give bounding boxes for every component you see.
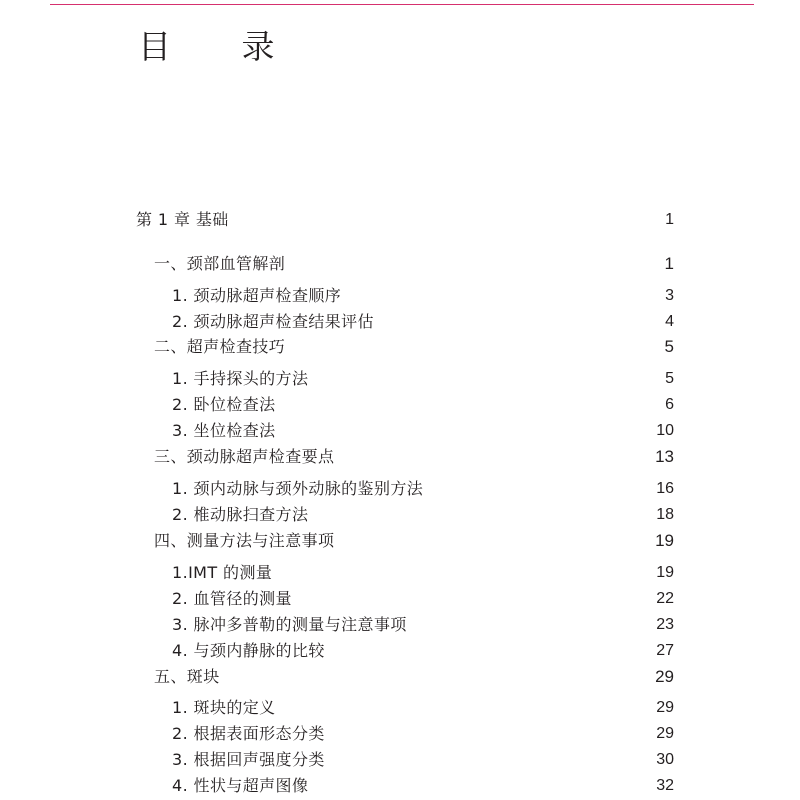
toc-item-entry[interactable]: [0, 503, 800, 527]
toc-entry-label: 4. 与颈内静脉的比较: [172, 641, 325, 660]
toc-entry-label: 3. 坐位检查法: [172, 421, 276, 440]
toc-entry-label: 2. 根据表面形态分类: [172, 724, 325, 743]
toc-entry-label: 2. 颈动脉超声检查结果评估: [172, 312, 374, 331]
toc-item-entry[interactable]: [0, 561, 800, 585]
toc-item-entry[interactable]: [0, 696, 800, 720]
toc-item-entry[interactable]: [0, 722, 800, 746]
toc-chapter-entry[interactable]: [0, 208, 800, 232]
toc-section-entry[interactable]: [0, 445, 800, 469]
toc-entry-label: 五、斑块: [154, 667, 220, 686]
toc-entry-label: 2. 椎动脉扫查方法: [172, 505, 309, 524]
toc-entry-page-number: 10: [656, 422, 674, 439]
toc-item-entry[interactable]: [0, 419, 800, 443]
toc-item-entry[interactable]: [0, 284, 800, 308]
toc-entry-label: 2. 血管径的测量: [172, 589, 292, 608]
toc-item-entry[interactable]: [0, 477, 800, 501]
toc-entry-label: 3. 根据回声强度分类: [172, 750, 325, 769]
toc-entry-page-number: 29: [656, 699, 674, 716]
toc-item-entry[interactable]: [0, 774, 800, 798]
toc-entry-page-number: 19: [656, 564, 674, 581]
toc-entry-page-number: 1: [664, 254, 674, 273]
toc-entry-page-number: 3: [665, 287, 674, 304]
toc-entry-label: 一、颈部血管解剖: [154, 254, 286, 273]
toc-entry-page-number: 18: [656, 506, 674, 523]
toc-item-entry[interactable]: [0, 613, 800, 637]
toc-item-entry[interactable]: [0, 310, 800, 334]
toc-entry-label: 1.IMT 的测量: [172, 563, 273, 582]
toc-entry-page-number: 23: [656, 616, 674, 633]
toc-section-entry[interactable]: [0, 335, 800, 359]
toc-item-entry[interactable]: [0, 587, 800, 611]
toc-entry-page-number: 5: [665, 370, 674, 387]
toc-entry-page-number: 29: [655, 667, 674, 686]
toc-item-entry[interactable]: [0, 367, 800, 391]
toc-section-entry[interactable]: [0, 252, 800, 276]
toc-entry-label: 1. 斑块的定义: [172, 698, 276, 717]
toc-entry-label: 三、颈动脉超声检查要点: [154, 447, 335, 466]
toc-entry-page-number: 19: [655, 531, 674, 550]
toc-entry-label: 1. 颈内动脉与颈外动脉的鉴别方法: [172, 479, 424, 498]
toc-entry-page-number: 29: [656, 725, 674, 742]
toc-entry-page-number: 5: [664, 337, 674, 356]
toc-entry-page-number: 13: [655, 447, 674, 466]
toc-entry-label: 2. 卧位检查法: [172, 395, 276, 414]
toc-entry-page-number: 32: [656, 777, 674, 794]
toc-section-entry[interactable]: [0, 529, 800, 553]
toc-entry-label: 第 1 章 基础: [136, 210, 229, 229]
toc-entry-label: 1. 手持探头的方法: [172, 369, 309, 388]
toc-entry-page-number: 1: [665, 211, 674, 228]
toc-entry-page-number: 22: [656, 590, 674, 607]
toc-entry-page-number: 16: [656, 480, 674, 497]
toc-item-entry[interactable]: [0, 639, 800, 663]
toc-entry-label: 4. 性状与超声图像: [172, 776, 309, 795]
toc-entry-label: 二、超声检查技巧: [154, 337, 286, 356]
toc-entry-page-number: 4: [665, 313, 674, 330]
toc-section-entry[interactable]: [0, 665, 800, 689]
toc-entry-label: 四、测量方法与注意事项: [154, 531, 335, 550]
toc-entry-page-number: 6: [665, 396, 674, 413]
toc-item-entry[interactable]: [0, 748, 800, 772]
toc-entry-label: 3. 脉冲多普勒的测量与注意事项: [172, 615, 407, 634]
toc-entry-page-number: 27: [656, 642, 674, 659]
toc-entry-label: 1. 颈动脉超声检查顺序: [172, 286, 342, 305]
toc-entry-page-number: 30: [656, 751, 674, 768]
page-title: 目 录: [138, 27, 305, 66]
toc-item-entry[interactable]: [0, 393, 800, 417]
